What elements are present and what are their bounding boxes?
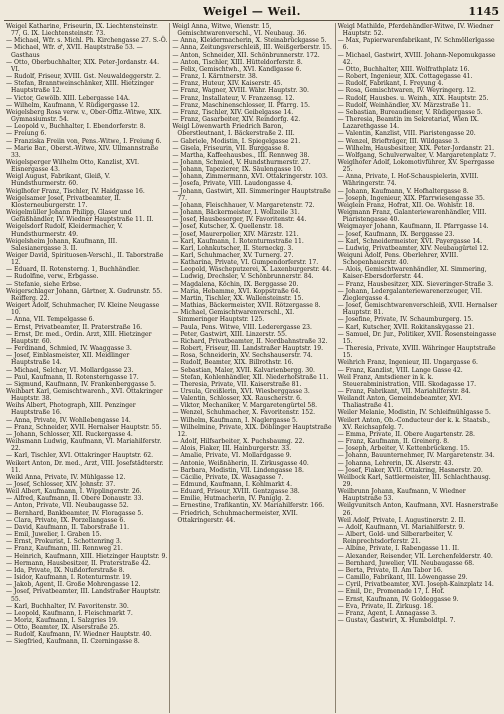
directory-entry: — Cäcilie, Private, IX. Wasagasse 7.: [172, 473, 284, 481]
directory-entry: — Bernhard, Bankbeamter, IV. Floragasse 5.: [6, 509, 144, 517]
directory-entry: — Johann, Fleischhauer, V. Margaretenstr. 72.: [172, 201, 315, 209]
directory-entry: — Rudolf, Beamter, XIX. Billrothstr. 16.: [172, 359, 294, 367]
directory-entry: — Eduard, II. Rotensterng. 1, Buchhändler.: [6, 266, 140, 274]
directory-entry: — Sebastian, Bureaudiener, V. Rüdigergasse 5.: [337, 108, 483, 116]
directory-entry: Weigelsdorf Rudolf, Kleidermacher, V. Hundsthurmerstr. 49.: [6, 223, 123, 238]
directory-entry: Weiglhofer Franz, Tischler, IV. Haidgasse 16.: [6, 187, 145, 195]
directory-entry: — Sigmund, Kaufmann, IV. Frankenberggasse 5.: [6, 380, 156, 388]
directory-entry: — Otto, Buchhalter, XIII. Wolfrathplatz 16.: [337, 65, 470, 73]
directory-entry: — Paula, Pens. Witwe, VIII. Lederergasse 23.: [172, 323, 312, 331]
directory-entry: — Isidor, Kaufmann, I. Rotenturmstr. 19.: [6, 574, 132, 582]
directory-entry: — Josef, Maurerpolier, XIV. Märzstr. 121.: [172, 230, 299, 238]
directory-entry: — Martin, Tischler, XX. Wallensteinstr. 15.: [172, 294, 304, 302]
directory-entry: — Johann, Bauunternehmer, IV. Margaretenstr. 34.: [337, 452, 495, 460]
directory-entry: — Albert, Gold- und Silberarbeiter, V. Reinprechtsdorferstr. 21.: [337, 531, 453, 546]
directory-entry: Weilgvunitsch Anton, Kaufmann, XVI. Hasnerstraße 26.: [337, 502, 498, 517]
directory-entry: — Josefa, Private, VIII. Laudongasse 4.: [172, 180, 293, 188]
directory-entry: Weigmann Franz, Galanteriewarenhändler, VIII. Piaristengasse 40.: [337, 209, 487, 224]
directory-entry: — Adolf, Hilfsarbeiter, X. Puchsbaumg. 22.: [172, 438, 305, 446]
directory-entry: — Franz, Huteur, XIV. Kaiserstr. 45.: [172, 80, 283, 88]
directory-entry: — Robert, Ingenieur, XIX. Cottagegasse 41.: [337, 73, 473, 81]
directory-entry: — Franz, I. Kärntnerstr. 38.: [172, 73, 258, 81]
directory-entry: — Berta, Private, II. Am Tabor 16.: [337, 566, 443, 574]
directory-entry: — Johann, Ledergalanteriewarenerzeuger, VII. Zieglergasse 4.: [337, 287, 483, 302]
directory-entry: — Ferdinand, Schmied, IV. Waaggasse 3.: [6, 345, 132, 353]
directory-entry: — Ludwig, Drechsler, V. Schönbrunnerstr. 84.: [172, 273, 314, 281]
directory-entry: — Wilhelm, Kaufmann, I. Naglergasse 5.: [172, 416, 298, 424]
directory-entry: Weigmayer Johann, Kaufmann, II. Pfarrgasse 14.: [337, 223, 489, 231]
directory-entry: — Wilhelmine, Private, XIX. Döblinger Hauptstraße 12.: [172, 423, 332, 438]
directory-entry: — Franz, Kaufmann, II. Greinerg. 8.: [337, 438, 450, 446]
directory-entry: Weikl Anna, Private, IV. Mühlgasse 12.: [6, 473, 126, 481]
directory-entry: Weihbart Karl, Gemischtwarenh., XVI. Ottakringer Hauptstr. 38.: [6, 387, 163, 403]
directory-entry: — Franz, Wagner, XVIII. Währ. Hauptstr. 30.: [172, 87, 309, 95]
directory-entry: — Katharina, Private, VI. Gumpendorferstr. 17.: [172, 259, 319, 267]
directory-entry: — Emil, Dr., Promenade 17, I. Hof.: [337, 588, 445, 596]
directory-entry: — Moriz, Kaufmann, I. Salzgries 19.: [6, 616, 118, 624]
directory-entry: Weigelsperger Wilhelm Otto, Kanzlist, XVI. Eisnergasse 43.: [6, 158, 140, 174]
directory-entry: Weiguni Adolf, Pens. Oberlehrer, XVIII. Schopenhauerstr. 40.: [337, 252, 459, 267]
directory-entry: — Theresia, Private, VII. Kaiserstraße 81.: [172, 380, 302, 388]
directory-entry: — Gustav, Gastwirt, X. Humboldtpl. 7.: [337, 616, 456, 624]
directory-entry: — Franz, Schneider, XVII. Hernalser Hauptstr. 55.: [6, 423, 162, 431]
directory-entry: — Barbara, Modistin, VII. Lindengasse 18.: [172, 466, 304, 474]
directory-entry: — Siegfried, Kaufmann, II. Czerningasse 8.: [6, 638, 140, 646]
directory-entry: — Emma, Private, II. Obere Augartenstr. 28.: [337, 430, 475, 438]
directory-entry: — Stefan, Branntweinschänker, XIII. Hietzinger Hauptstraße 12.: [6, 80, 154, 95]
directory-entry: Weihrich Franz, Ingenieur, III. Ungargasse 6.: [337, 359, 478, 367]
directory-entry: — Josef, Schlosser, XIV. Johnstr. 37.: [6, 481, 116, 488]
directory-entry: — Felix, Gemischtwh., XVI. Kandlgasse 6.: [172, 65, 302, 73]
directory-entry: — Wilhelm, Hausbesitzer, XIX. Peter-Jordanstr. 21.: [337, 144, 495, 152]
directory-entry: Weigl August, Fabrikant, Gleiß, V. Hundsthurmerstr. 60.: [6, 173, 111, 188]
directory-entry: — Michael, Gemischtwarenverschl., XI. Simmeringer Hauptstr. 125.: [172, 309, 295, 324]
directory-entry: — Camillo, Fabrikant, III. Löwengasse 29.: [337, 574, 468, 582]
directory-entry: Weiger David, Spirituosen-Verschl., II. Taborstraße 12.: [6, 252, 164, 267]
directory-entry: — Josef, Hausbesorger, IV. Favoritenstr. 44.: [172, 216, 307, 224]
directory-entry: — Franz, Kaufmann, III. Rennweg 21.: [6, 545, 123, 553]
directory-entry: — Alois, Gemischtwarenhändler, XI. Simmering, Kaiser-Ebersdorferstr. 44.: [337, 266, 487, 281]
directory-entry: — Johann, Tapezierer, IX. Säulengasse 10.: [172, 166, 303, 174]
directory-entry: — Joseph, Ingenieur, XIX. Pfarrwiesengasse 35.: [337, 194, 485, 202]
directory-entry: — David, Kaufmann, II. Taborstraße 11.: [6, 523, 130, 531]
directory-entry: — Rudolfine, verw., Erbgasse.: [6, 273, 99, 281]
directory-entry: — Bernhard, Juwelier, VII. Neubaugasse 68.: [337, 559, 475, 567]
directory-entry: — Johann, Zimmermann, XVI. Ottakringerstr. 103.: [172, 173, 328, 181]
directory-entry: — Johann, Bäckermeister, I. Wollzeile 31.: [172, 209, 300, 217]
directory-entry: Weilbock Karl, Sattlermeister, III. Schlachthausg. 29.: [337, 473, 491, 488]
directory-entry: — Emil, Juwelier, I. Graben 15.: [6, 531, 102, 539]
directory-entry: — Ernst, Kaufmann, IV. Goldeggasse 9.: [337, 595, 459, 603]
directory-entry: — Rudolf, Weinhändler, XV. Märzstraße 11.: [337, 101, 471, 109]
directory-entry: — Anton, Schneider, XII. Schönbrunnerstr. 172.: [172, 51, 320, 59]
directory-entry: Weigelmüller Johann Philipp, Glaser und Gefäßhändler, IV. Wiedner Hauptstraße 11. II.: [6, 209, 154, 224]
directory-entry: Weiglhofer Adolf, Lokomotivführer, XV. Sperrgasse 25.: [337, 158, 495, 174]
directory-entry: — Franz, Kanzlist, VIII. Lange Gasse 42.: [337, 366, 463, 374]
directory-entry: — Gisela, Friseurin, VII. Burggasse 8.: [172, 144, 290, 152]
directory-entry: — Maria, Hebamme, XVI. Koppstraße 64.: [172, 287, 301, 295]
directory-entry: — Ida, Private, IX. Nußdorferstraße 8.: [6, 566, 125, 574]
directory-entry: — Karl, Schuhmacher, XV. Turnerg. 27.: [172, 252, 294, 259]
directory-entry: — Albine, Private, I. Rabengasse 11. II.: [337, 545, 460, 553]
directory-entry: — Heinrich, Kaufmann, XIII. Hietzinger Hauptstr. 9.: [6, 552, 168, 560]
directory-entry: — Franziska Freiin von, Pens.-Witwe, I. Freiung 6.: [6, 137, 162, 145]
directory-entry: — Josefine, Private, IV. Schaumburgerg. 15.: [337, 316, 474, 324]
directory-entry: — Ursula, Greißlerin, XVI. Wiesberggasse 3.: [172, 387, 310, 395]
directory-entry: Weigel Katharine, Friseurin, IX. Liechtensteinstr. 77, G. IX. Liechtensteinstr. 73.: [6, 23, 158, 38]
directory-entry: — Marie Bar., Oberst.-Witwe, XIV. Ullmannstraße 33.: [6, 144, 159, 159]
directory-entry: — Karl, Kaufmann, I. Rotenturmstraße 11.: [172, 237, 304, 245]
directory-entry: — Max, Papierwarenfabrikant, IV. Schmöllerlgasse 6.: [337, 37, 495, 52]
directory-entry: — Karl, Lohnkutscher, II. Sterneckg. 3.: [172, 244, 294, 252]
directory-entry: — Emilie, Hutmacherin, IV. Paniglg. 2.: [172, 495, 292, 503]
directory-entry: — Gabriele, Modistin, I. Spiegelgasse 21.: [172, 137, 301, 145]
directory-entry: — Robert, Friseur, III. Landstraßer Hauptstr. 19.: [172, 345, 324, 353]
directory-entry: — Josef, Kutscher, X. Quellenstr. 18.: [172, 223, 284, 231]
directory-entry: — Leopold, Wäscheputzerei, X. Laxenburgerstr. 44.: [172, 266, 332, 274]
directory-entry: Weigelsamer Josef, Privatbeamter, II. Klosterneuburgerstr. 17.: [6, 194, 121, 209]
directory-entry: — Franz, Fabrikant, VII. Mariahilferstr. 84.: [337, 387, 471, 395]
directory-entry: Weigert Adolf, Schuhmacher, IV. Kleine Neugasse 10.: [6, 302, 160, 317]
directory-entry: — Johann, Schmied, V. Hundsthurmerstr. 27.: [172, 158, 311, 166]
directory-entry: — Stefanie, siehe Erbse.: [6, 280, 82, 288]
directory-entry: — Theresia, Beamtin im Sekretariat, Wien IX. Lazarethgasse 14.: [337, 116, 479, 131]
directory-entry: — Johann, Kaufmann, V. Hofhaltergasse 8.: [337, 187, 469, 195]
directory-entry: — Karl, Schneidermeister, XVI. Payergasse 14.: [337, 237, 483, 245]
directory-entry: — Joseph, Arbeiter, V. Kettenbrückeng. 15.: [337, 445, 470, 453]
directory-entry: Weiler Melanie, Modistin, IV. Schleifmühlgasse 5.: [337, 409, 491, 417]
directory-entry: — Rudolf, Fabrikant, I. Freyung 4.: [337, 80, 444, 88]
directory-entry: — Samuel, Dr. Jur., Politiker, XVII. Rosensteingasse 15.: [337, 330, 497, 345]
directory-entry: Weigl Löwenwarth Friedrich Baron, Oberstleutnant, I. Bäckerstraße 2. III.: [172, 123, 295, 138]
directory-entry: — Josef, Einblasmeister, XII. Meidlinger Hauptstraße 14.: [6, 352, 130, 367]
directory-entry: — Sebastian, Maler, XVII. Kalvarienbergg. 30.: [172, 366, 315, 374]
directory-entry: Weihsmann Ludwig, Kaufmann, VI. Mariahilferstr. 22.: [6, 438, 162, 453]
column-middle: [169, 23, 334, 713]
directory-entry: — Alois, Fiaker, III. Hainburgerstr. 33.: [172, 445, 292, 453]
directory-entry: — Adolf, Kaufmann, VI. Mariahilferstr. 9.: [337, 523, 465, 531]
directory-entry: — Freiung 6.: [6, 130, 47, 138]
directory-entry: — Valentin, Kanzlist, VIII. Piaristengasse 20.: [337, 130, 476, 138]
directory-entry: — Amalie, Private, VI. Mollardgasse 9.: [172, 452, 292, 460]
directory-entry: — Franz, Tischler, XIV. Geibelgasse 14.: [172, 108, 294, 116]
directory-entry: — Johann, Schlosser, XII. Ruckergasse 4.: [6, 430, 133, 438]
directory-entry: — Franz, Hausbesitzer, XIX. Sieveringer-Straße 3.: [337, 280, 494, 288]
directory-entry: — Paul, Kaufmann, II. Rotensterngasse 17.: [6, 373, 139, 381]
directory-entry: — Valentin, Schlosser, XX. Rauscherstr. 6.: [172, 395, 302, 403]
directory-entry: — Clara, Private, IX. Porzellangasse 6.: [6, 516, 126, 524]
directory-entry: — Martha, Kaffeehausbes., III. Rennweg 38.: [172, 151, 310, 159]
directory-entry: — Wolfgang, Schulverwalter, V. Margaretenplatz 7.: [337, 151, 496, 159]
directory-entry: — Anna, Zeitungsverschleiß, III. Weißgerberstr. 15.: [172, 44, 332, 52]
directory-entry: — Rudolf, Hausbes. u. Weinh., XIX. Hauptstr. 25.: [337, 94, 489, 102]
directory-columns: [4, 23, 500, 713]
page-title: Weigel — Weil.: [203, 5, 301, 18]
directory-entry: Weigelsheim Johann, Kaufmann, III. Salesianergasse 3. II.: [6, 237, 118, 252]
directory-entry: — Viktor, Mechaniker, V. Margaretengürtel 58.: [172, 402, 318, 410]
directory-entry: — Ernst, Prokurist, I. Schottenring 3.: [6, 538, 122, 546]
directory-entry: Weihs Albert, Photograph, XIII. Penzinger Hauptstraße 16.: [6, 402, 136, 417]
directory-entry: — Josef, Privatbeamter, III. Landstraßer Hauptstr. 55.: [6, 588, 161, 603]
directory-entry: — Wenzel, Schuhmacher, X. Favoritenstr. 152.: [172, 409, 316, 417]
directory-entry: — Richard, Privatbeamter, II. Nordbahnstraße 32.: [172, 337, 328, 345]
directory-entry: Weil Franz, Amtsdiener in k. k. Steuerabministration, VIII. Skodagasse 17.: [337, 373, 477, 388]
directory-entry: — Ernst, Privatbeamter, II. Praterstraße 16.: [6, 323, 143, 331]
directory-entry: — Michael, Gastwirt, XVIII. Johann-Nepomukgasse 42.: [337, 51, 496, 66]
directory-entry: — Wilhelm, Kaufmann, V. Rüdigergasse 12.: [6, 101, 140, 109]
directory-entry: — Anna, Private, I. Hof-Schauspielerin, XVIII. Währingerstr. 74.: [337, 173, 479, 188]
directory-entry: — Rudolf, Kaufmann, IV. Wiedner Hauptstr. 40.: [6, 631, 152, 639]
directory-entry: — Hermann, Hausbesitzer, II. Praterstraße 42.: [6, 559, 151, 567]
directory-entry: — Otto, Beamter, IX. Alserstraße 25.: [6, 624, 120, 632]
directory-entry: — Friedrich, Schuhmachermeister, XVII. Ottakringerstr. 44.: [172, 509, 298, 524]
directory-entry: — Mathias, Bäckermeister, XVII. Rötzergasse 8.: [172, 302, 321, 310]
directory-entry: — Edmund, Kaufmann, I. Kohlmarkt 4.: [172, 481, 293, 488]
directory-entry: — Eva, Private, II. Zirkusg. 18.: [337, 602, 434, 610]
directory-entry: — Rudolf, Friseur, XVIII. Gst. Neuwaldeggerstr. 2.: [6, 73, 161, 81]
directory-entry: — Alfred, Kaufmann, II. Obere Donaustr. 33.: [6, 495, 144, 503]
directory-entry: — Josef, Gemischtwarenverschleiß, XVII. Hernalser Hauptstr. 81.: [337, 302, 498, 317]
directory-entry: — Peter, Gastwirt, XIII. Linzerstr. 55.: [172, 330, 287, 338]
directory-entry: — Karl, Buchhalter, IV. Favoritenstr. 30.: [6, 602, 129, 610]
page-header: [4, 5, 500, 21]
directory-entry: Weigelsberg Rosa verw. v., Ober-Offiz.-Witwe, XIX. Gymnasiumstr. 54.: [6, 108, 162, 124]
directory-entry: — Johann, Gastwirt, XII. Simmeringer Hauptstraße 77.: [172, 187, 331, 202]
directory-entry: — Eduard, Friseur, XVIII. Gentzgasse 38.: [172, 488, 300, 496]
directory-entry: — Rosa, Gemischtwaren, IV. Weyringerg. 12.: [337, 87, 476, 95]
directory-entry: — Otto, Oberbuchhalter, XIX. Peter-Jordanstr. 44. VI.: [6, 58, 160, 73]
directory-entry: — Ludwig, Privatbeamter, XIV. Neubaugürtel 12.: [337, 244, 489, 252]
directory-entry: — Anton, Private, VII. Neubaugasse 52.: [6, 502, 129, 510]
directory-entry: — Alexander, Reisender, VII. Lerchenfelderstr. 40.: [337, 552, 493, 560]
page-number: 1145: [468, 5, 499, 18]
directory-entry: — Leopold, Kaufmann, I. Fleischmarkt 7.: [6, 609, 133, 617]
directory-entry: — Anton, Tischler, XIII. Hütteldorferstr. 8.: [172, 58, 303, 66]
directory-entry: Weilandt Anton, Gemeindebeamter, XVI. Thaliastraße 41.: [337, 395, 463, 410]
directory-entry: Weilbrunn Johann, Kaufmann, V. Wiedner Hauptstraße 53.: [337, 488, 466, 503]
directory-entry: — Rosa, Schneiderin, XV. Sechshauserstr. 74.: [172, 352, 313, 360]
directory-entry: — Victor, Gewölb. XIII. Lebergasse 14A.: [6, 94, 130, 102]
column-left: [4, 23, 169, 713]
directory-entry: — Wenzel, Briefträger, III. Wildgasse 3.: [337, 137, 460, 145]
directory-entry: — Johanna, Lehrerin, IX. Alserstr. 43.: [337, 459, 454, 467]
column-right: [335, 23, 500, 713]
directory-entry: — Cyril, Privatbeamter, XVI. Joseph-Kainzplatz 14.: [337, 581, 494, 589]
directory-entry: — Franz, Installateur, V. Franzensg. 12.: [172, 94, 295, 102]
directory-entry: — Ernestine, Trafikantin, XV. Mariahilferstr. 166.: [172, 502, 325, 510]
directory-entry: — Franz, Agent, I. Annagasse 3.: [337, 609, 437, 617]
directory-entry: — Leopold v., Buchhalter, I. Ebendorferstr. 8.: [6, 123, 146, 131]
directory-entry: — Michael, Wfr. s. Michl. Ph. Kirchengasse 27. S.-Ö.: [6, 37, 168, 45]
directory-entry: Weigerschlager Johann, Gärtner, X. Gudrunstr. 55. Reifferg. 22.: [6, 287, 163, 302]
directory-entry: — Michael, Wfr. ♂, XVII. Hauptstraße 53. — Gasthaus: [6, 44, 143, 59]
directory-entry: — Franz, Gasarbeiter, XIV. Reindorfg. 42.: [172, 116, 301, 124]
directory-entry: — Theresia, Private, XVIII. Währinger Hauptstraße 15.: [337, 345, 496, 360]
directory-entry: — Karl, Tischler, XVI. Ottakringer Hauptstr. 62.: [6, 452, 154, 460]
directory-entry: Weiglein Franz, Hofrat, XII. Oe. Wohlstr. 18.: [337, 201, 475, 209]
directory-entry: Weil Adolf, Private, I. Augustinerstr. 2. II.: [337, 516, 466, 524]
directory-entry: — Antonie, Weißnäherin, II. Zirkusgasse 40.: [172, 459, 309, 467]
directory-entry: — Josef, Fiaker, XVII. Ottakring, Hasnerstr. 20.: [337, 466, 483, 474]
directory-entry: — Karl, Kutscher, XVII. Rokitanskygasse 21.: [337, 323, 475, 331]
directory-entry: — Magdalena, Köchin, IX. Berggasse 20.: [172, 280, 299, 288]
directory-entry: Weil Albert, Kaufmann, I. Wipplingerstr. 26.: [6, 488, 142, 496]
directory-entry: — Stefan, Kohlenhändler, XII. Niederhofstraße 11.: [172, 373, 329, 381]
directory-entry: — Anna, Kleidermacherin, X. Steinabrückgasse 5.: [172, 37, 327, 45]
directory-entry: — Ernst, Dr. med., Ordin. Arzt, XIII. Hietzinger Hauptstr. 60.: [6, 330, 152, 345]
directory-entry: — Jakob, Agent, II. Große Mohrengasse 12.: [6, 581, 141, 589]
directory-entry: — Josef, Kaufmann, IX. Berggasse 23.: [337, 230, 455, 238]
directory-entry: Weigl Anna, Witwe, Wienstr. 15, Gemischtwarenverschl., VI. Neubaug. 36.: [172, 23, 307, 38]
directory-entry: — Anna, Private, IV. Wohllebengasse 14.: [6, 416, 131, 424]
directory-entry: Weikert Anton, Dr. med., Arzt, VIII. Josefstädterstr. 11.: [6, 459, 164, 474]
directory-entry: Weigl Mathilde, Pferdehändler-Witwe, IV. Wiedner Hauptstr. 52.: [337, 23, 494, 38]
directory-entry: — Michael, Selcher, VI. Mollardgasse 23.: [6, 366, 134, 374]
directory-entry: — Anna, VII. Tempelgasse 6.: [6, 316, 95, 324]
directory-entry: Weilert Anton, Ob.-Conducteur der k. k. Staatsb., XV. Reichsapfelg. 7.: [337, 416, 491, 431]
directory-entry: — Franz, Maschinenschlosser, II. Pfarrg. 15.: [172, 101, 310, 109]
